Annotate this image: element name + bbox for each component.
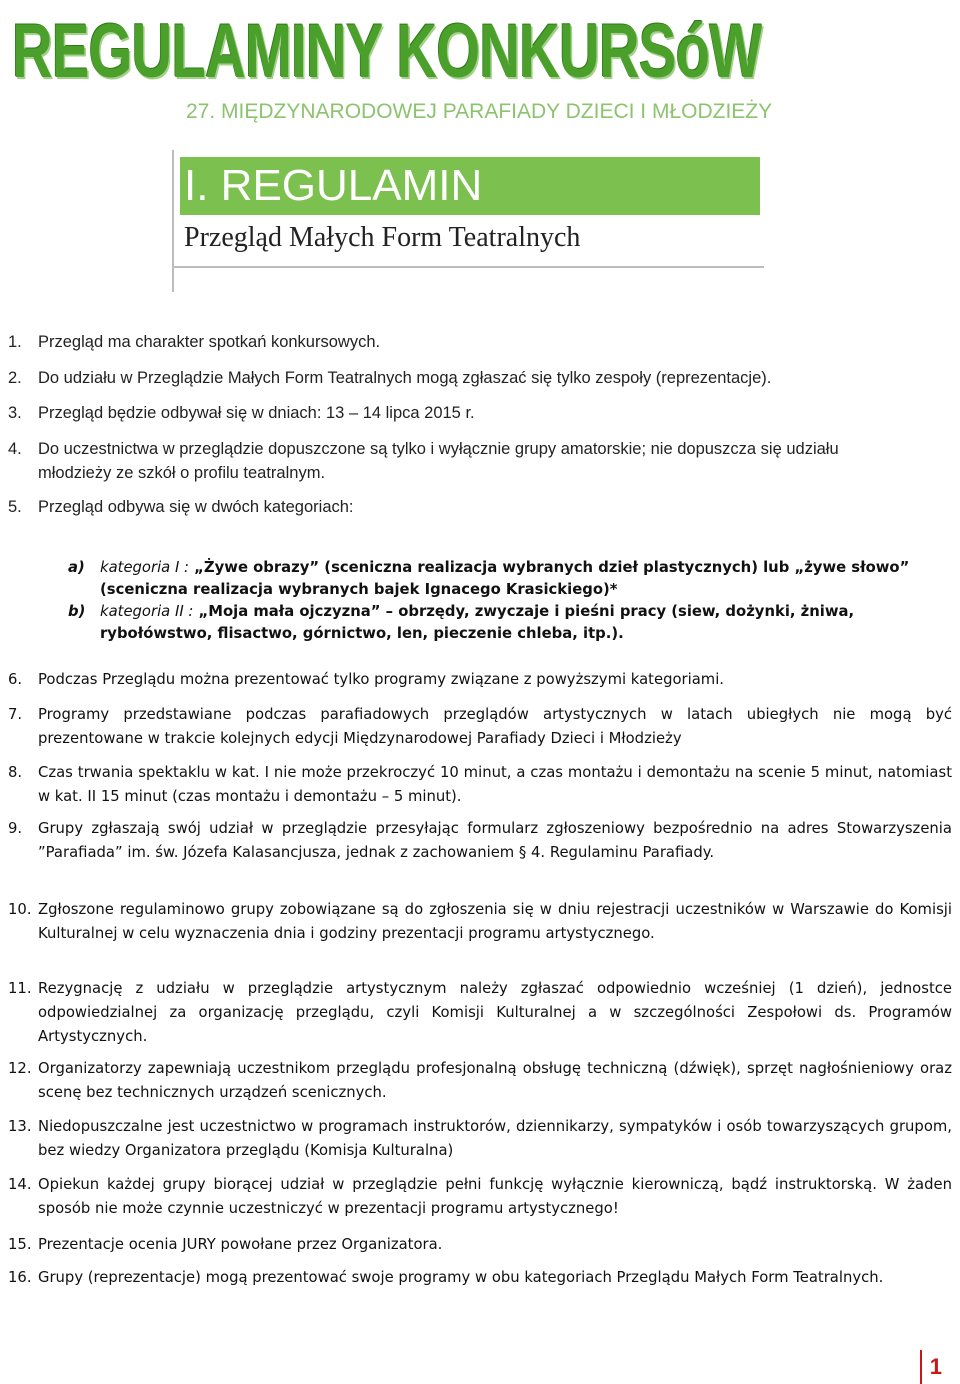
banner-title: REGULAMINY KONKURSóW — [12, 9, 762, 94]
list-item — [8, 1115, 952, 1163]
list-item — [8, 366, 952, 390]
list-item — [8, 1173, 952, 1221]
item-number: 6. — [8, 671, 23, 688]
item-text: Przegląd odbywa się w dwóch kategoriach: — [38, 498, 354, 516]
list-item — [8, 668, 952, 692]
list-item — [8, 1057, 952, 1105]
item-number: 12. — [8, 1060, 32, 1077]
item-text: Do uczestnictwa w przeglądzie dopuszczone są tylko i wyłącznie grupy amatorskie; nie dopuszcza się udziału młodzieży ze szkół o profilu teatralnym. — [38, 440, 839, 482]
item-text: Opiekun każdej grupy biorącej udział w przeglądzie pełni funkcję wyłącznie kierowniczą, bądź instruktorską. W żaden sposób nie może czynnie uczestniczyć w prezentacji programu artystycznego! — [38, 1176, 952, 1217]
section-title-box — [180, 157, 760, 215]
page-number: 1 — [929, 1354, 942, 1379]
category-name: kategoria II : — [100, 603, 194, 620]
item-text: Podczas Przeglądu można prezentować tylko programy związane z powyższymi kategoriami. — [38, 671, 725, 688]
divider-horizontal — [172, 266, 764, 268]
item-number: 1. — [8, 333, 22, 351]
item-text: Grupy (reprezentacje) mogą prezentować swoje programy w obu kategoriach Przeglądu Małych Form Teatralnych. — [38, 1269, 884, 1286]
item-text: Czas trwania spektaklu w kat. I nie może przekroczyć 10 minut, a czas montażu i demontażu na scenie 5 minut, natomiast w kat. II 15 minut (czas montażu i demontażu – 5 minut). — [38, 764, 952, 805]
item-number: 7. — [8, 706, 23, 723]
divider-vertical — [172, 150, 174, 292]
section-title: I. REGULAMIN — [184, 161, 483, 210]
list-item — [8, 437, 888, 485]
item-number: 9. — [8, 820, 23, 837]
item-text: Programy przedstawiane podczas parafiadowych przeglądów artystycznych w latach ubiegłych nie mogą być prezentowane w trakcie kolejnych edycji Międzynarodowej Parafiady Dzieci i Młodzieży — [38, 706, 952, 747]
list-item — [8, 1233, 952, 1257]
list-item — [8, 330, 952, 354]
item-number: 13. — [8, 1118, 32, 1135]
subtitle: 27. MIĘDZYNARODOWEJ PARAFIADY DZIECI I MŁODZIEŻY — [186, 100, 773, 123]
item-text: Przegląd ma charakter spotkań konkursowych. — [38, 333, 381, 351]
item-number: 10. — [8, 901, 32, 918]
item-number: 15. — [8, 1236, 32, 1253]
item-text: Przegląd będzie odbywał się w dniach: 13 – 14 lipca 2015 r. — [38, 404, 475, 422]
item-number: 3. — [8, 404, 22, 422]
list-item — [8, 1266, 952, 1290]
item-number: 16. — [8, 1269, 32, 1286]
item-number: 11. — [8, 980, 32, 997]
page-number-bar — [920, 1350, 922, 1384]
item-text: Grupy zgłaszają swój udział w przeglądzie przesyłając formularz zgłoszeniowy bezpośrednio na adres Stowarzyszenia ”Parafiada” im. św. Józefa Kalasancjusza, jednak z zachowaniem § 4. Regulaminu Parafiady. — [38, 820, 952, 861]
item-number: 4. — [8, 440, 22, 458]
item-number: 5. — [8, 498, 22, 516]
item-text: Prezentacje ocenia JURY powołane przez Organizatora. — [38, 1236, 443, 1253]
category-a — [68, 557, 938, 601]
list-item — [8, 761, 952, 809]
list-item — [8, 898, 952, 946]
list-item — [8, 495, 952, 519]
item-text: Rezygnację z udziału w przeglądzie artystycznym należy zgłaszać odpowiednio wcześniej (1 dzień), jednostce odpowiedzialnej za organizację przeglądu, czyli Komisji Kulturalnej a w szczególności Zespołowi ds. Programów Artystycznych. — [38, 980, 952, 1045]
list-item — [8, 401, 952, 425]
category-text: „Żywe obrazy” (sceniczna realizacja wybranych dzieł plastycznych) lub „żywe słowo” (sceniczna realizacja wybranych bajek Ignacego Krasickiego)* — [100, 559, 910, 598]
item-text: Organizatorzy zapewniają uczestnikom przeglądu profesjonalną obsługę techniczną (dźwięk), sprzęt nagłośnieniowy oraz scenę bez technicznych urządzeń scenicznych. — [38, 1060, 952, 1101]
item-number: 2. — [8, 369, 22, 387]
category-name: kategoria I : — [100, 559, 190, 576]
item-number: 8. — [8, 764, 23, 781]
section-subtitle: Przegląd Małych Form Teatralnych — [184, 222, 581, 253]
category-text: „Moja mała ojczyzna” – obrzędy, zwyczaje i pieśni pracy (siew, dożynki, żniwa, rybołówstwo, flisactwo, górnictwo, len, pieczenie chleba, itp.). — [100, 603, 855, 642]
list-item — [8, 817, 952, 865]
category-label: a) — [68, 559, 85, 576]
item-text: Do udziału w Przeglądzie Małych Form Teatralnych mogą zgłaszać się tylko zespoły (reprezentacje). — [38, 369, 772, 387]
item-text: Zgłoszone regulaminowo grupy zobowiązane są do zgłoszenia się w dniu rejestracji uczestników w Warszawie do Komisji Kulturalnej w celu wyznaczenia dnia i godziny prezentacji programu artystycznego. — [38, 901, 952, 942]
category-b — [68, 601, 938, 645]
list-item — [8, 703, 952, 751]
category-label: b) — [68, 603, 86, 620]
item-text: Niedopuszczalne jest uczestnictwo w programach instruktorów, dziennikarzy, sympatyków i osób towarzyszących grupom, bez wiedzy Organizatora przeglądu (Komisja Kulturalna) — [38, 1118, 952, 1159]
item-number: 14. — [8, 1176, 32, 1193]
list-item — [8, 977, 952, 1049]
